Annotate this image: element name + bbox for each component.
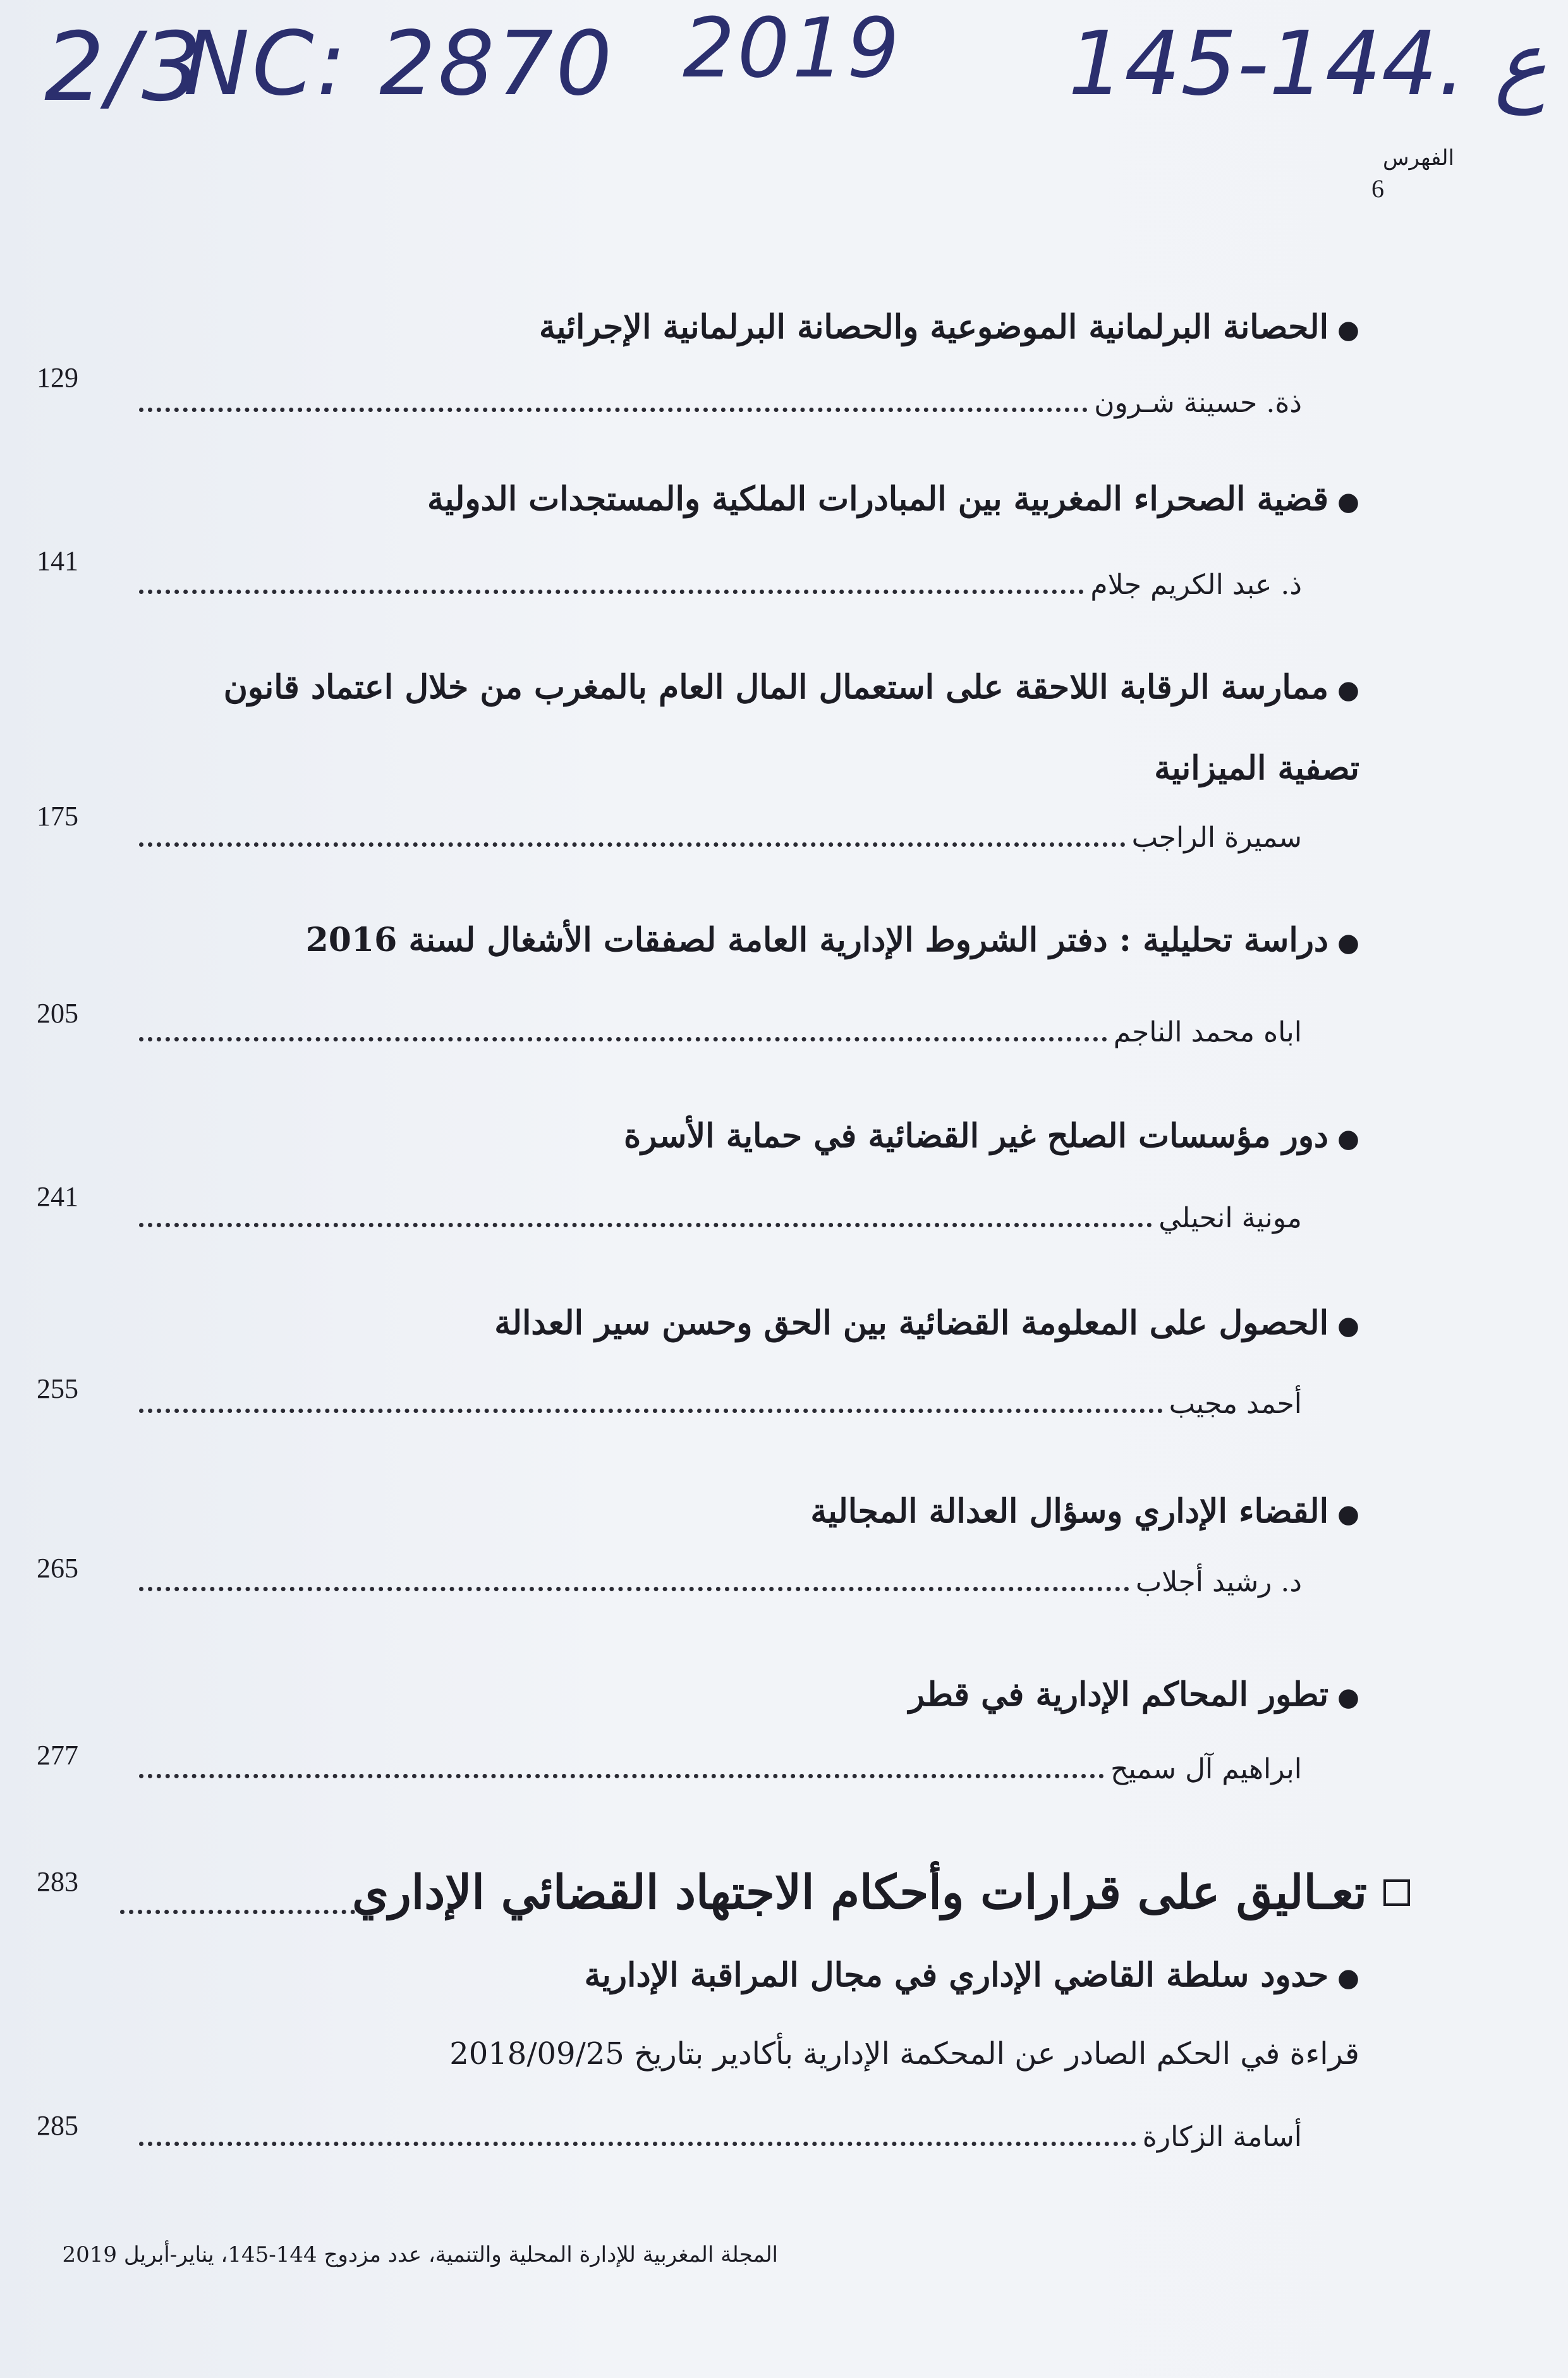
checkbox-square-icon: [1383, 1879, 1410, 1906]
handwritten-catalog-number: NC: 2870: [183, 13, 615, 116]
toc-author: ابراهيم آل سميح: [1110, 1753, 1302, 1785]
toc-author: اباه محمد الناجم: [1113, 1016, 1302, 1048]
toc-author: ذ. عبد الكريم جلام: [1090, 569, 1302, 601]
toc-entry-subtitle: قراءة في الحكم الصادر عن المحكمة الإدارية بأكادير بتاريخ 2018/09/25: [449, 2036, 1359, 2072]
toc-author-row: [139, 2121, 1302, 2154]
toc-author-row: [139, 1016, 1302, 1049]
toc-author: سميرة الراجب: [1131, 822, 1302, 854]
toc-entry-title: [159, 463, 1359, 538]
toc-entry-title: [159, 1100, 1359, 1175]
entry-title-text: الحصانة البرلمانية الموضوعية والحصانة البرلمانية الإجرائية: [538, 308, 1329, 346]
chapter-heading: [352, 1865, 1410, 1920]
handwritten-year: 2019: [683, 0, 902, 96]
handwritten-issue-ref: 145-144. ع: [1068, 13, 1547, 116]
toc-entry-title: [159, 651, 1359, 726]
toc-entry-title: [159, 1939, 1359, 2014]
bullet-icon: ●: [1337, 1963, 1359, 1993]
bullet-icon: ●: [1337, 1499, 1359, 1529]
toc-page-number: 175: [37, 801, 78, 832]
toc-author-row: [139, 1566, 1302, 1599]
toc-page-number: 277: [37, 1740, 78, 1771]
toc-author-row: [139, 822, 1302, 854]
leader-dots: [139, 408, 1088, 412]
leader-dots: [139, 590, 1084, 594]
entry-title-text: دراسة تحليلية : دفتر الشروط الإدارية العامة لصفقات الأشغال لسنة 2016: [305, 921, 1329, 959]
bullet-icon: ●: [1337, 928, 1359, 957]
toc-page-number: 205: [37, 998, 78, 1029]
toc-author-row: [139, 1388, 1302, 1421]
bullet-icon: ●: [1337, 1682, 1359, 1712]
page-number: 6: [1371, 174, 1384, 203]
toc-author-row: [139, 1202, 1302, 1235]
bullet-icon: ●: [1337, 1311, 1359, 1340]
toc-entry-title: [159, 291, 1359, 366]
chapter-page-number: 283: [37, 1866, 78, 1897]
leader-dots: [120, 1910, 373, 1914]
toc-page-number: 129: [37, 362, 78, 393]
chapter-title: تعـاليق على قرارات وأحكام الاجتهاد القضائي الإداري: [352, 1865, 1367, 1920]
entry-title-text: الحصول على المعلومة القضائية بين الحق وحسن سير العدالة: [494, 1304, 1329, 1342]
leader-dots: [139, 1587, 1129, 1591]
toc-entry-title: [159, 1658, 1359, 1733]
bullet-icon: ●: [1337, 315, 1359, 344]
toc-entry-title: [159, 904, 1359, 979]
leader-dots: [139, 2142, 1136, 2146]
toc-page-number: 265: [37, 1553, 78, 1584]
leader-dots: [139, 1037, 1107, 1041]
entry-title-text: حدود سلطة القاضي الإداري في مجال المراقبة الإدارية: [584, 1956, 1329, 1994]
leader-dots: [139, 1774, 1104, 1778]
section-label: الفهرس: [1383, 145, 1454, 171]
toc-entry-title: [159, 1287, 1359, 1362]
bullet-icon: ●: [1337, 675, 1359, 705]
bullet-icon: ●: [1337, 487, 1359, 516]
toc-page-number: 241: [37, 1181, 78, 1212]
entry-title-text: ممارسة الرقابة اللاحقة على استعمال المال العام بالمغرب من خلال اعتماد قانون: [223, 668, 1329, 707]
toc-author: أحمد مجيب: [1169, 1388, 1302, 1420]
entry-title-text: القضاء الإداري وسؤال العدالة المجالية: [810, 1492, 1329, 1531]
toc-page-number: 255: [37, 1373, 78, 1404]
toc-author: مونية انحيلي: [1158, 1202, 1302, 1234]
toc-author-row: [139, 387, 1302, 420]
entry-title-text: دور مؤسسات الصلح غير القضائية في حماية الأسرة: [623, 1117, 1329, 1155]
toc-page-number: 285: [37, 2110, 78, 2141]
entry-title-text: قضية الصحراء المغربية بين المبادرات الملكية والمستجدات الدولية: [427, 480, 1329, 518]
leader-dots: [139, 842, 1126, 847]
toc-page-number: 141: [37, 545, 78, 576]
journal-footer: المجلة المغربية للإدارة المحلية والتنمية، عدد مزدوج 144-145، يناير-أبريل 2019: [62, 2242, 778, 2267]
toc-author: أسامة الزكارة: [1142, 2121, 1302, 2153]
handwritten-fraction: 2/3: [44, 13, 205, 123]
leader-dots: [139, 1409, 1163, 1413]
leader-dots: [139, 1223, 1152, 1227]
toc-entry-title: [159, 1475, 1359, 1550]
toc-entry-title-line2: تصفية الميزانية: [1154, 749, 1359, 787]
toc-author: ذة. حسينة شـرون: [1094, 387, 1302, 419]
toc-author-row: [139, 569, 1302, 602]
entry-title-text: تطور المحاكم الإدارية في قطر: [908, 1675, 1329, 1714]
bullet-icon: ●: [1337, 1124, 1359, 1153]
toc-author: د. رشيد أجلاب: [1135, 1566, 1302, 1598]
toc-author-row: [139, 1753, 1302, 1786]
